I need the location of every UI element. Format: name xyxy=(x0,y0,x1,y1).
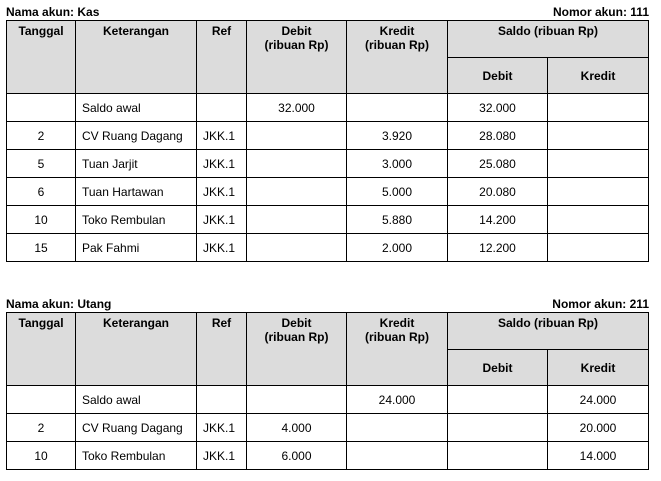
cell-saldo-debit xyxy=(448,386,548,414)
header-debit xyxy=(247,313,347,386)
header-tanggal: Tanggal xyxy=(7,21,76,94)
header-debit-line2: (ribuan Rp) xyxy=(264,38,329,52)
cell-saldo-kredit xyxy=(548,94,649,122)
cell-saldo-debit xyxy=(448,442,548,470)
table-row xyxy=(7,414,649,442)
cell-debit xyxy=(247,150,347,178)
cell-keterangan: Toko Rembulan xyxy=(76,206,197,234)
cell-saldo-kredit: 14.000 xyxy=(548,442,649,470)
account-number: Nomor akun: 211 xyxy=(552,297,649,311)
cell-tanggal: 2 xyxy=(7,414,76,442)
cell-debit xyxy=(247,234,347,262)
cell-ref: JKK.1 xyxy=(197,442,247,470)
cell-debit xyxy=(247,206,347,234)
cell-tanggal: 2 xyxy=(7,122,76,150)
cell-saldo-debit xyxy=(448,414,548,442)
cell-kredit: 24.000 xyxy=(347,386,448,414)
cell-saldo-debit: 32.000 xyxy=(448,94,548,122)
header-debit xyxy=(247,21,347,94)
cell-debit: 4.000 xyxy=(247,414,347,442)
table-row xyxy=(7,178,649,206)
cell-keterangan: Saldo awal xyxy=(76,94,197,122)
cell-saldo-debit: 12.200 xyxy=(448,234,548,262)
cell-debit: 6.000 xyxy=(247,442,347,470)
cell-saldo-kredit xyxy=(548,178,649,206)
ledger-header xyxy=(6,4,647,20)
cell-saldo-kredit: 24.000 xyxy=(548,386,649,414)
cell-kredit xyxy=(347,94,448,122)
cell-kredit: 3.000 xyxy=(347,150,448,178)
header-debit-line1: Debit xyxy=(281,24,312,38)
table-row xyxy=(7,442,649,470)
header-ref: Ref xyxy=(197,21,247,94)
header-kredit-line2: (ribuan Rp) xyxy=(365,38,429,52)
cell-ref: JKK.1 xyxy=(197,150,247,178)
header-saldo: Saldo (ribuan Rp) xyxy=(448,21,649,58)
cell-keterangan: Tuan Jarjit xyxy=(76,150,197,178)
cell-saldo-kredit: 20.000 xyxy=(548,414,649,442)
cell-saldo-debit: 25.080 xyxy=(448,150,548,178)
header-kredit-line2: (ribuan Rp) xyxy=(365,330,429,344)
header-kredit xyxy=(347,21,448,94)
cell-keterangan: CV Ruang Dagang xyxy=(76,414,197,442)
header-debit-line1: Debit xyxy=(281,316,312,330)
header-saldo-kredit: Kredit xyxy=(548,58,649,94)
ledger-kas xyxy=(6,4,647,262)
cell-tanggal: 15 xyxy=(7,234,76,262)
ledger-table xyxy=(6,20,649,262)
header-saldo-debit: Debit xyxy=(448,58,548,94)
cell-keterangan: Pak Fahmi xyxy=(76,234,197,262)
cell-tanggal: 10 xyxy=(7,206,76,234)
cell-kredit: 3.920 xyxy=(347,122,448,150)
header-kredit-line1: Kredit xyxy=(379,316,415,330)
cell-debit: 32.000 xyxy=(247,94,347,122)
cell-keterangan: CV Ruang Dagang xyxy=(76,122,197,150)
header-kredit xyxy=(347,313,448,386)
cell-tanggal xyxy=(7,386,76,414)
account-number: Nomor akun: 111 xyxy=(552,5,649,19)
cell-debit xyxy=(247,178,347,206)
cell-kredit: 5.880 xyxy=(347,206,448,234)
header-saldo-debit: Debit xyxy=(448,350,548,386)
cell-tanggal: 10 xyxy=(7,442,76,470)
cell-saldo-debit: 14.200 xyxy=(448,206,548,234)
table-row xyxy=(7,94,649,122)
cell-keterangan: Toko Rembulan xyxy=(76,442,197,470)
cell-ref xyxy=(197,94,247,122)
table-row xyxy=(7,206,649,234)
cell-ref xyxy=(197,386,247,414)
cell-tanggal xyxy=(7,94,76,122)
account-name: Nama akun: Utang xyxy=(6,297,112,311)
header-keterangan: Keterangan xyxy=(76,21,197,94)
cell-kredit xyxy=(347,442,448,470)
ledger-table xyxy=(6,312,649,470)
cell-keterangan: Tuan Hartawan xyxy=(76,178,197,206)
cell-keterangan: Saldo awal xyxy=(76,386,197,414)
table-row xyxy=(7,386,649,414)
table-row xyxy=(7,122,649,150)
cell-ref: JKK.1 xyxy=(197,234,247,262)
table-row xyxy=(7,234,649,262)
cell-saldo-kredit xyxy=(548,122,649,150)
cell-debit xyxy=(247,386,347,414)
cell-debit xyxy=(247,122,347,150)
table-row xyxy=(7,150,649,178)
cell-saldo-debit: 20.080 xyxy=(448,178,548,206)
header-kredit-line1: Kredit xyxy=(379,24,415,38)
cell-ref: JKK.1 xyxy=(197,178,247,206)
cell-ref: JKK.1 xyxy=(197,206,247,234)
cell-saldo-kredit xyxy=(548,234,649,262)
cell-tanggal: 6 xyxy=(7,178,76,206)
header-saldo: Saldo (ribuan Rp) xyxy=(448,313,649,350)
cell-saldo-kredit xyxy=(548,150,649,178)
cell-kredit: 5.000 xyxy=(347,178,448,206)
header-ref: Ref xyxy=(197,313,247,386)
header-keterangan: Keterangan xyxy=(76,313,197,386)
cell-kredit xyxy=(347,414,448,442)
cell-tanggal: 5 xyxy=(7,150,76,178)
header-debit-line2: (ribuan Rp) xyxy=(264,330,329,344)
header-tanggal: Tanggal xyxy=(7,313,76,386)
ledger-utang xyxy=(6,296,647,470)
account-name: Nama akun: Kas xyxy=(6,5,100,19)
header-saldo-kredit: Kredit xyxy=(548,350,649,386)
cell-saldo-debit: 28.080 xyxy=(448,122,548,150)
cell-ref: JKK.1 xyxy=(197,414,247,442)
cell-kredit: 2.000 xyxy=(347,234,448,262)
cell-saldo-kredit xyxy=(548,206,649,234)
ledger-header xyxy=(6,296,647,312)
cell-ref: JKK.1 xyxy=(197,122,247,150)
